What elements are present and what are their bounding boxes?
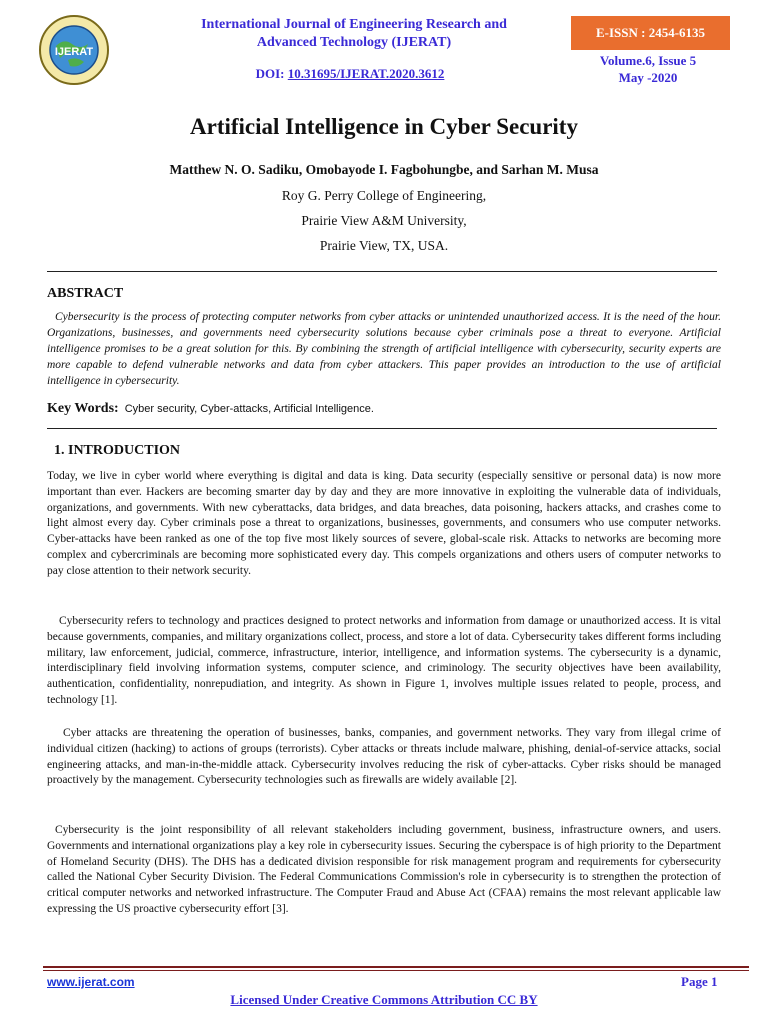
paper-title: Artificial Intelligence in Cyber Security (190, 114, 578, 139)
volume-info (568, 52, 728, 86)
divider (47, 271, 717, 272)
abstract-heading: ABSTRACT (47, 286, 124, 301)
affiliation-location: Prairie View, TX, USA. (319, 238, 449, 253)
abstract-text: Cybersecurity is the process of protecting computer networks from cyber attacks or unintended unauthorized access. It is the need of the hour. Organizations, businesses, and governments need cybersecurity solutions because cyber criminals pose a threat to everyone. Artificial intelligence promises to be a great solution for this. By combining the strength of artificial intelligence with cybersecurity, security experts are more capable to defend vulnerable networks and data from cyber attackers. This paper provides an introduction to the use of artificial intelligence in cybersecurity. (47, 311, 721, 387)
logo-text: IJERAT (54, 46, 94, 58)
journal-name (168, 16, 540, 52)
journal-name-line1: International Journal of Engineering Research and (201, 17, 507, 32)
website-link[interactable]: www.ijerat.com (47, 975, 135, 989)
keywords-label: Key Words: (47, 401, 119, 416)
page-number: Page 1 (681, 974, 718, 989)
footer-rule (43, 966, 749, 968)
paper-authors: Matthew N. O. Sadiku, Omobayode I. Fagbohungbe, and Sarhan M. Musa (169, 162, 599, 177)
affiliation-college: Roy G. Perry College of Engineering, (281, 188, 487, 203)
doi (150, 66, 550, 82)
intro-paragraph-3: Cyber attacks are threatening the operation of businesses, banks, companies, and government networks. They vary from illegal crime of individual citizen (hacking) to actions of groups (terrorists). Cyber attacks or threats include malware, phishing, denial-of-service attacks, social engineering attacks, and man-in-the-middle attack. Cybersecurity involves reducing the risk of cyber-attacks. Cyber risks should be managed proactively by the management. Cybersecurity technologies such as firewalls are widely available [2]. (47, 727, 721, 787)
intro-paragraph-2: Cybersecurity refers to technology and practices designed to protect networks and information from damage or unauthorized access. It is vital because governments, companies, and military organizations collect, process, and store a lot of data. Cybersecurity takes different forms including military, law enforcement, judicial, commerce, infrastructure, interior, intelligence, and information systems. The cybersecurity is a dynamic, interdisciplinary field involving information systems, computer science, and criminology. The security objectives have been availability, authentication, confidentiality, nonrepudiation, and integrity. As shown in Figure 1, involves multiple issues related to people, process, and technology [1]. (47, 615, 721, 706)
license-text[interactable]: Licensed Under Creative Commons Attribution CC BY (230, 992, 538, 1007)
journal-logo (38, 14, 110, 86)
volume-issue: Volume.6, Issue 5 (599, 53, 697, 68)
doi-link[interactable]: 10.31695/IJERAT.2020.3612 (287, 66, 445, 81)
keywords (47, 401, 374, 417)
doi-label: DOI: (255, 66, 285, 81)
issn-badge: E-ISSN : 2454-6135 (571, 16, 730, 50)
keywords-value: Cyber security, Cyber-attacks, Artificial Intelligence. (124, 403, 374, 415)
affiliation-university: Prairie View A&M University, (301, 213, 467, 228)
intro-paragraph-1: Today, we live in cyber world where everything is digital and data is king. Data security (especially sensitive or personal data) is now more important than ever. Hackers are becoming smarter day by day and they are more innovative in exploiting the vulnerable data of individuals, organizations, and governments. With new cyberattacks, data bridges, and data breaches, data poisoning, hackers attacks, and crashes come to light almost every day. Cyber criminals pose a threat to organizations, businesses, governments, and consumers who use computer networks. Cyber-attacks have been ranked as one of the top five most likely sources of severe, global-scale risk. Attacks to networks are becoming more complex and cybercriminals are becoming more sophisticated every day. This compels organizations and others users of computer networks to pay close attention to their network security. (47, 470, 721, 577)
issue-date: May -2020 (618, 70, 678, 85)
journal-name-line2: Advanced Technology (IJERAT) (256, 35, 452, 50)
divider (47, 428, 717, 429)
intro-paragraph-4: Cybersecurity is the joint responsibility of all relevant stakeholders including government, business, infrastructure owners, and users. Governments and international organizations play a key role in cybersecurity issues. Securing the cyberspace is of high priority to the Department of Homeland Security (DHS). The DHS has a dedicated division responsible for risk management program and requirements for cybersecurity called the National Cyber Security Division. The Federal Communications Commission's role in cybersecurity is to strengthen the protection of critical computer networks and networked infrastructure. The Computer Fraud and Abuse Act (CFAA) remains the most relevant applicable law expressing the US proactive cybersecurity effort [3]. (47, 824, 721, 915)
footer-rule (43, 970, 749, 971)
introduction-heading: 1. INTRODUCTION (54, 443, 181, 458)
